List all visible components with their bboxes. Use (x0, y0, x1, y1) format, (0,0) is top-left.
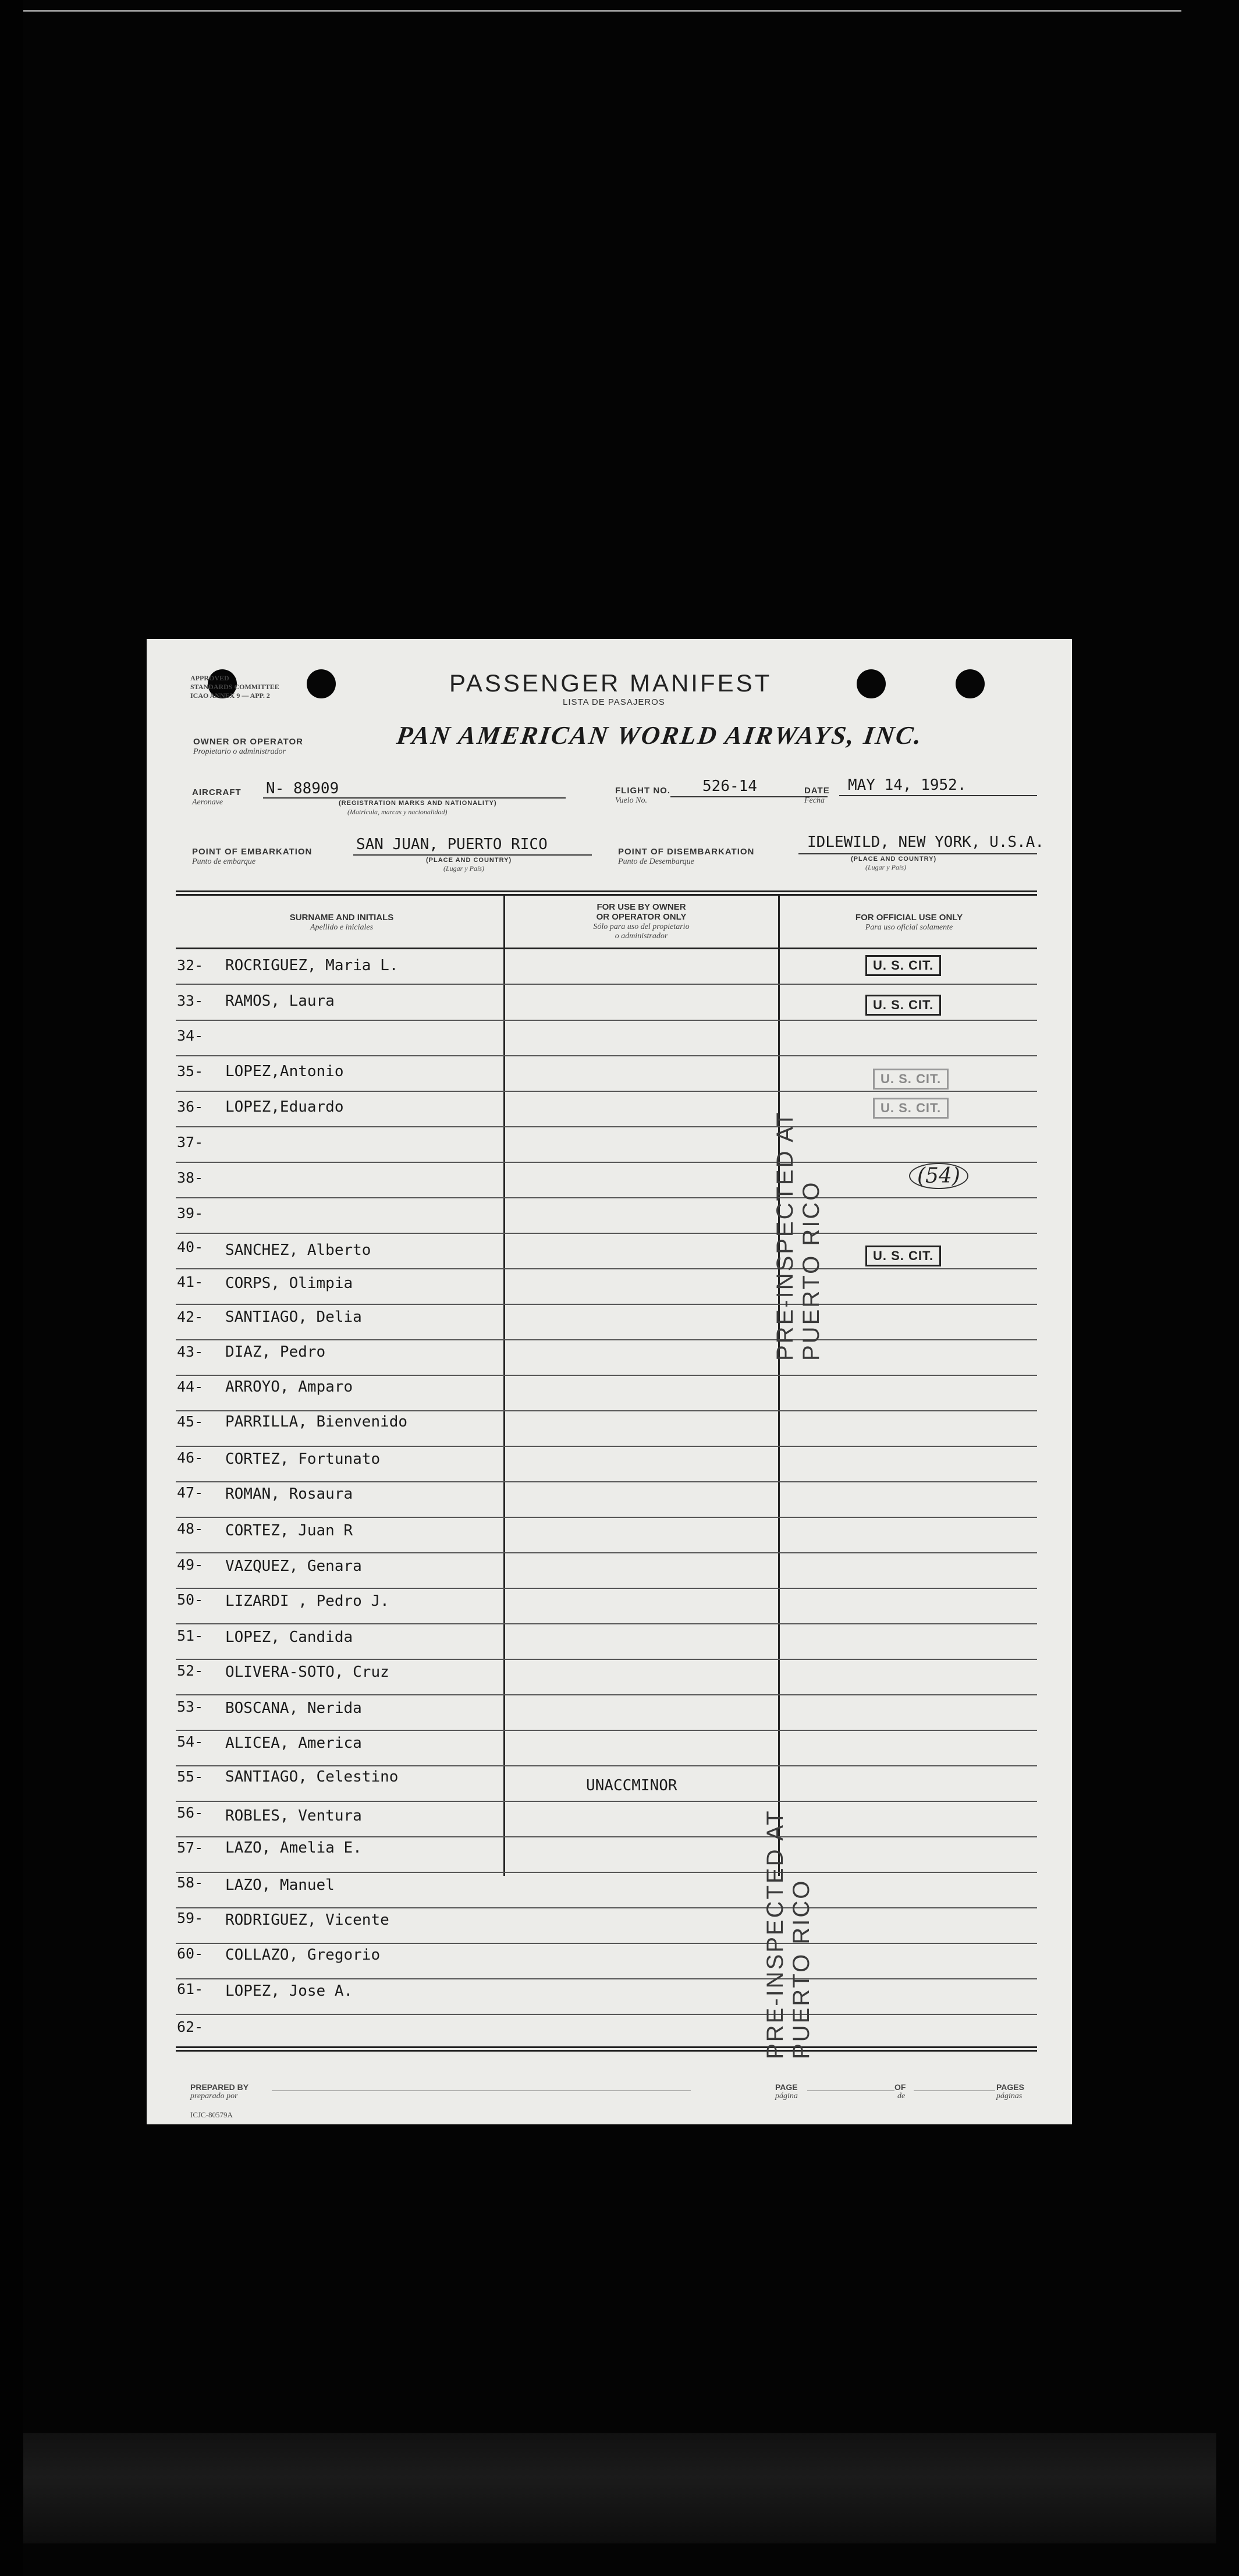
passenger-name: OLIVERA-SOTO, Cruz (225, 1663, 389, 1681)
disembarkation-value: IDLEWILD, NEW YORK, U.S.A. (807, 833, 1044, 851)
col-header-official: FOR OFFICIAL USE ONLY (855, 913, 963, 922)
passenger-name: SANCHEZ, Alberto (225, 1241, 371, 1259)
aircraft-value: N- 88909 (266, 780, 339, 797)
official-stamp: U. S. CIT. (865, 955, 941, 976)
official-stamp: U. S. CIT. (873, 1098, 949, 1119)
passenger-name: RODRIGUEZ, Vicente (225, 1911, 389, 1929)
row-number: 36- (177, 1098, 204, 1115)
passenger-name: CORTEZ, Juan R (225, 1522, 353, 1539)
disembarkation-sublabel: Punto de Desembarque (618, 857, 694, 866)
row-number: 56- (177, 1804, 204, 1821)
row-number: 39- (177, 1205, 204, 1222)
passenger-name: PARRILLA, Bienvenido (225, 1413, 408, 1431)
passenger-name: BOSCANA, Nerida (225, 1699, 362, 1717)
flight-label: FLIGHT NO. (615, 786, 670, 796)
row-number: 32- (177, 957, 204, 974)
film-smear (23, 2433, 1216, 2543)
passenger-name: LOPEZ,Eduardo (225, 1098, 344, 1116)
of-label: OF (894, 2082, 906, 2092)
flight-sublabel: Vuelo No. (615, 796, 647, 805)
passenger-name: RAMOS, Laura (225, 992, 335, 1010)
row-number: 37- (177, 1134, 204, 1151)
row-number: 35- (177, 1063, 204, 1080)
passenger-name: CORPS, Olimpia (225, 1275, 353, 1292)
row-number: 49- (177, 1556, 204, 1573)
row-number: 44- (177, 1378, 204, 1395)
registration-label: (REGISTRATION MARKS AND NATIONALITY) (339, 800, 497, 807)
place2-sublabel: (Lugar y País) (865, 863, 906, 871)
embarkation-value: SAN JUAN, PUERTO RICO (356, 836, 548, 853)
passenger-name: ROMAN, Rosaura (225, 1485, 353, 1503)
passenger-name: LOPEZ, Candida (225, 1628, 353, 1646)
row-number: 34- (177, 1027, 204, 1044)
passenger-name: SANTIAGO, Delia (225, 1308, 362, 1326)
aircraft-label: AIRCRAFT (192, 787, 242, 797)
col-header-surname: SURNAME AND INITIALS (289, 913, 394, 922)
film-top-line (23, 10, 1181, 12)
row-number: 62- (177, 2018, 204, 2035)
row-number: 50- (177, 1591, 204, 1608)
page-label: PAGE (775, 2082, 798, 2092)
approved-label: APPROVED (190, 674, 229, 682)
operator-remark: UNACCMINOR (586, 1777, 677, 1794)
official-stamp: U. S. CIT. (873, 1069, 949, 1090)
row-number: 41- (177, 1273, 204, 1290)
row-number: 57- (177, 1839, 204, 1856)
col-header-operator-2: OR OPERATOR ONLY (596, 912, 687, 922)
airline-name: PAN AMERICAN WORLD AIRWAYS, INC. (395, 721, 925, 750)
place2-label: (PLACE AND COUNTRY) (851, 856, 937, 863)
passenger-name: DIAZ, Pedro (225, 1343, 326, 1361)
date-label: DATE (804, 786, 830, 796)
row-number: 51- (177, 1627, 204, 1644)
punch-hole (956, 669, 985, 698)
row-number: 53- (177, 1698, 204, 1715)
row-number: 40- (177, 1239, 204, 1255)
row-number: 54- (177, 1733, 204, 1750)
column-divider (503, 895, 505, 1876)
col-subheader-operator-1: Sólo para uso del propietario (593, 922, 690, 931)
prepared-sublabel: preparado por (190, 2092, 238, 2100)
pages-sublabel: páginas (996, 2092, 1023, 2100)
row-number: 47- (177, 1484, 204, 1501)
prepared-label: PREPARED BY (190, 2082, 249, 2092)
row-number: 46- (177, 1449, 204, 1466)
col-header-operator-1: FOR USE BY OWNER (597, 902, 686, 912)
punch-hole (307, 669, 336, 698)
page-sublabel: página (775, 2092, 798, 2100)
passenger-name: CORTEZ, Fortunato (225, 1450, 381, 1468)
place-sublabel: (Lugar y País) (443, 864, 484, 872)
committee-label: STANDARDS COMMITTEE (190, 683, 279, 691)
row-number: 58- (177, 1874, 204, 1891)
passenger-name: VAZQUEZ, Genara (225, 1557, 362, 1575)
passenger-name: LAZO, Manuel (225, 1876, 335, 1894)
row-number: 59- (177, 1910, 204, 1926)
date-value: MAY 14, 1952. (848, 776, 967, 794)
preinspected-stamp: PRE-INSPECTED AT PUERTO RICO (762, 1809, 814, 2059)
punch-hole (857, 669, 886, 698)
row-number: 38- (177, 1169, 204, 1186)
manifest-title: PASSENGER MANIFEST (449, 669, 772, 697)
row-number: 43- (177, 1343, 204, 1360)
owner-sublabel: Propietario o administrador (193, 747, 286, 756)
film-edge (0, 0, 23, 2576)
official-stamp: U. S. CIT. (865, 995, 941, 1016)
passenger-name: LAZO, Amelia E. (225, 1839, 362, 1857)
passenger-name: SANTIAGO, Celestino (225, 1768, 399, 1786)
row-number: 55- (177, 1768, 204, 1785)
col-subheader-surname: Apellido e iniciales (310, 923, 374, 932)
row-number: 52- (177, 1662, 204, 1679)
disembarkation-label: POINT OF DISEMBARKATION (618, 847, 755, 857)
passenger-name: ARROYO, Amparo (225, 1378, 353, 1396)
preinspected-stamp: PRE-INSPECTED AT PUERTO RICO (772, 1111, 824, 1361)
embarkation-sublabel: Punto de embarque (192, 857, 256, 866)
row-number: 42- (177, 1308, 204, 1325)
passenger-name: COLLAZO, Gregorio (225, 1946, 381, 1964)
owner-label: OWNER OR OPERATOR (193, 737, 303, 747)
of-sublabel: de (897, 2092, 906, 2100)
row-number: 45- (177, 1413, 204, 1430)
row-number: 48- (177, 1520, 204, 1537)
registration-sublabel: (Matrícula, marcas y nacionalidad) (347, 808, 448, 816)
passenger-name: ROBLES, Ventura (225, 1807, 362, 1825)
place-label: (PLACE AND COUNTRY) (426, 857, 512, 864)
form-number: ICJC-80579A (190, 2110, 233, 2119)
passenger-name: ROCRIGUEZ, Maria L. (225, 957, 399, 974)
passenger-name: ALICEA, America (225, 1734, 362, 1752)
handwritten-count: (54) (909, 1163, 968, 1189)
aircraft-sublabel: Aeronave (192, 798, 223, 807)
col-subheader-official: Para uso oficial solamente (865, 923, 953, 932)
passenger-name: LOPEZ, Jose A. (225, 1982, 353, 2000)
row-number: 61- (177, 1981, 204, 1997)
pages-label: PAGES (996, 2082, 1024, 2092)
row-number: 60- (177, 1945, 204, 1962)
col-subheader-operator-2: o administrador (615, 932, 668, 941)
column-divider (778, 895, 780, 1876)
embarkation-label: POINT OF EMBARKATION (192, 847, 313, 857)
official-stamp: U. S. CIT. (865, 1246, 941, 1266)
passenger-name: LOPEZ,Antonio (225, 1063, 344, 1080)
manifest-subtitle: LISTA DE PASAJEROS (563, 697, 665, 707)
date-sublabel: Fecha (804, 796, 825, 805)
row-number: 33- (177, 992, 204, 1009)
flight-value: 526-14 (702, 778, 757, 795)
icao-label: ICAO ANNEX 9 — APP. 2 (190, 691, 270, 700)
manifest-sheet (147, 639, 1072, 2124)
passenger-name: LIZARDI , Pedro J. (225, 1592, 389, 1610)
